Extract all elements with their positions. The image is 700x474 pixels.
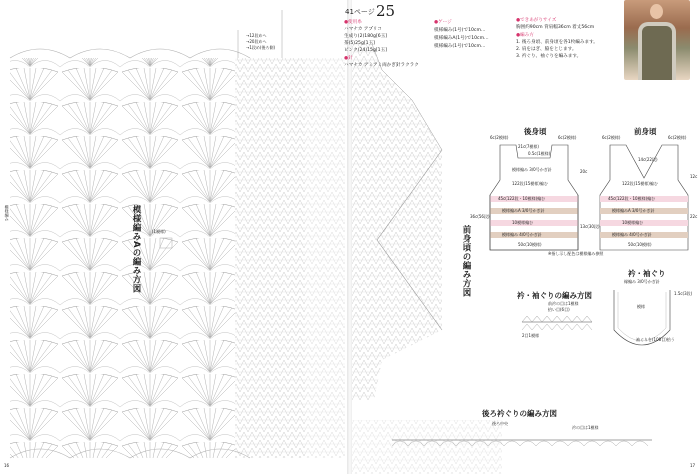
armhole-label: 1.5c(3段) [674,291,693,296]
back-neck-label: 衿の目は1模様 [572,425,599,430]
front-body-dim: 6c(2模様) [602,135,621,140]
armhole-title: 衿・袖ぐり [628,269,666,278]
front-body-row: 模様編み 4/0号かぎ針 [612,232,652,237]
back-body-dim: 6c(2模様) [558,135,577,140]
row-label-1: →1段め(後ろ側) [246,45,276,50]
chart-a-title: 模様編みAの編み方図 [131,205,141,294]
instruction-step: 1. 後ろ身頃、前身頃を各1枚編みます。 [516,40,598,45]
gauge-title: ●ゲージ [434,20,452,25]
front-body-dim: 6c(2模様) [668,135,687,140]
needle-title: ●針 [344,56,353,61]
row-label-12: →12段めへ [246,33,267,38]
front-body-dim: 14c(22段) [638,157,658,162]
front-body-row: 10模様編む [622,220,644,225]
front-body-title: 前身頃 [634,127,657,136]
front-neck-title: 前身頃の編み方図 [461,225,471,297]
pattern-label: 模様編み [4,205,10,221]
instructions-title: ●編み方 [516,33,534,38]
front-body-row: 模様編みA 3/0号かぎ針 [612,208,655,213]
collar-label: 拾い目(6目) [548,307,570,312]
crochet-chart-a [0,0,348,474]
back-body-row: 模様編みA 3/0号かぎ針 [502,208,545,213]
back-body-row: 50c(10模様) [518,242,542,247]
left-page [0,0,348,474]
color-note: ※指し示し配色は模様編み参照 [548,251,604,256]
front-body-row: 45c(122段・10模様)編む [608,196,656,201]
finished-size-line: 胸囲約90cm 背肩幅36cm 着丈56cm [516,25,595,30]
materials-line: ハマナカ アミアミ両かぎ針ラクラク [344,63,419,68]
materials-line: ピンク(24)15g[1玉] [344,48,387,53]
row-label-20: →20段めへ [246,39,267,44]
materials-line: ハマナカ アプリコ [344,27,382,32]
instruction-step: 2. 肩をはぎ、脇をとじます。 [516,47,577,52]
finished-size-title: ●できあがりサイズ [516,18,557,23]
collar-label: 前衿の目は1模様 [548,301,579,306]
back-body-title: 後身頃 [524,127,547,136]
left-page-number: 16 [4,463,10,468]
back-body-dim: 0.5c(1模様) [528,151,551,156]
materials-title: ●使用糸 [344,20,362,25]
gauge-line: 模様編み(1号)で10cm… [434,28,486,33]
gauge-line: 模様編みA(1号)で10cm… [434,36,489,41]
armhole-label: 模様 [637,304,645,309]
back-body-row: 模様編み 3/0号かぎ針 [512,167,552,172]
front-body-side: 12c [690,174,698,179]
back-body-side: 36c(56段) [470,214,490,219]
back-neck-label: 後ろ中央 [492,421,508,426]
back-body-side: 20c [580,169,588,174]
back-body-row: 122段(15模様)編む [512,181,548,186]
page-ref-number: 25 [376,2,396,20]
repeat-label: (1模様) [152,229,166,234]
back-neck-title: 後ろ衿ぐりの編み方図 [482,409,557,418]
back-body-row: 10模様編む [512,220,534,225]
materials-line: 生成り(2)180g[6玉] [344,34,388,39]
armhole-label: 袖ぐりを(108目)拾う [636,337,675,342]
model-photo [624,0,690,80]
collar-label: 2目1模様 [522,333,540,338]
materials-line: 茶(5)25g[1玉] [344,41,375,46]
back-body-side: 13c(30段) [580,224,600,229]
collar-armhole-title: 衿・袖ぐりの編み方図 [517,291,592,300]
back-body-dim: 6c(2模様) [490,135,509,140]
armhole-label: 縁編み 3/0号かぎ針 [624,279,660,284]
page-ref-prefix: 41ページ [345,8,375,16]
gauge-line: 模様編み(1号)で10cm… [434,44,486,49]
back-body-row: 模様編み 4/0号かぎ針 [502,232,542,237]
right-page-number: 17 [690,463,696,468]
front-body-row: 122段(15模様)編む [622,181,658,186]
front-body-row: 50c(10模様) [628,242,652,247]
front-body-side: 22c [690,214,698,219]
instruction-step: 3. 衿ぐり、袖ぐりを編みます。 [516,54,582,59]
back-body-dim: 21c(7模様) [518,144,539,149]
back-body-row: 45c(122段・10模様)編む [498,196,546,201]
